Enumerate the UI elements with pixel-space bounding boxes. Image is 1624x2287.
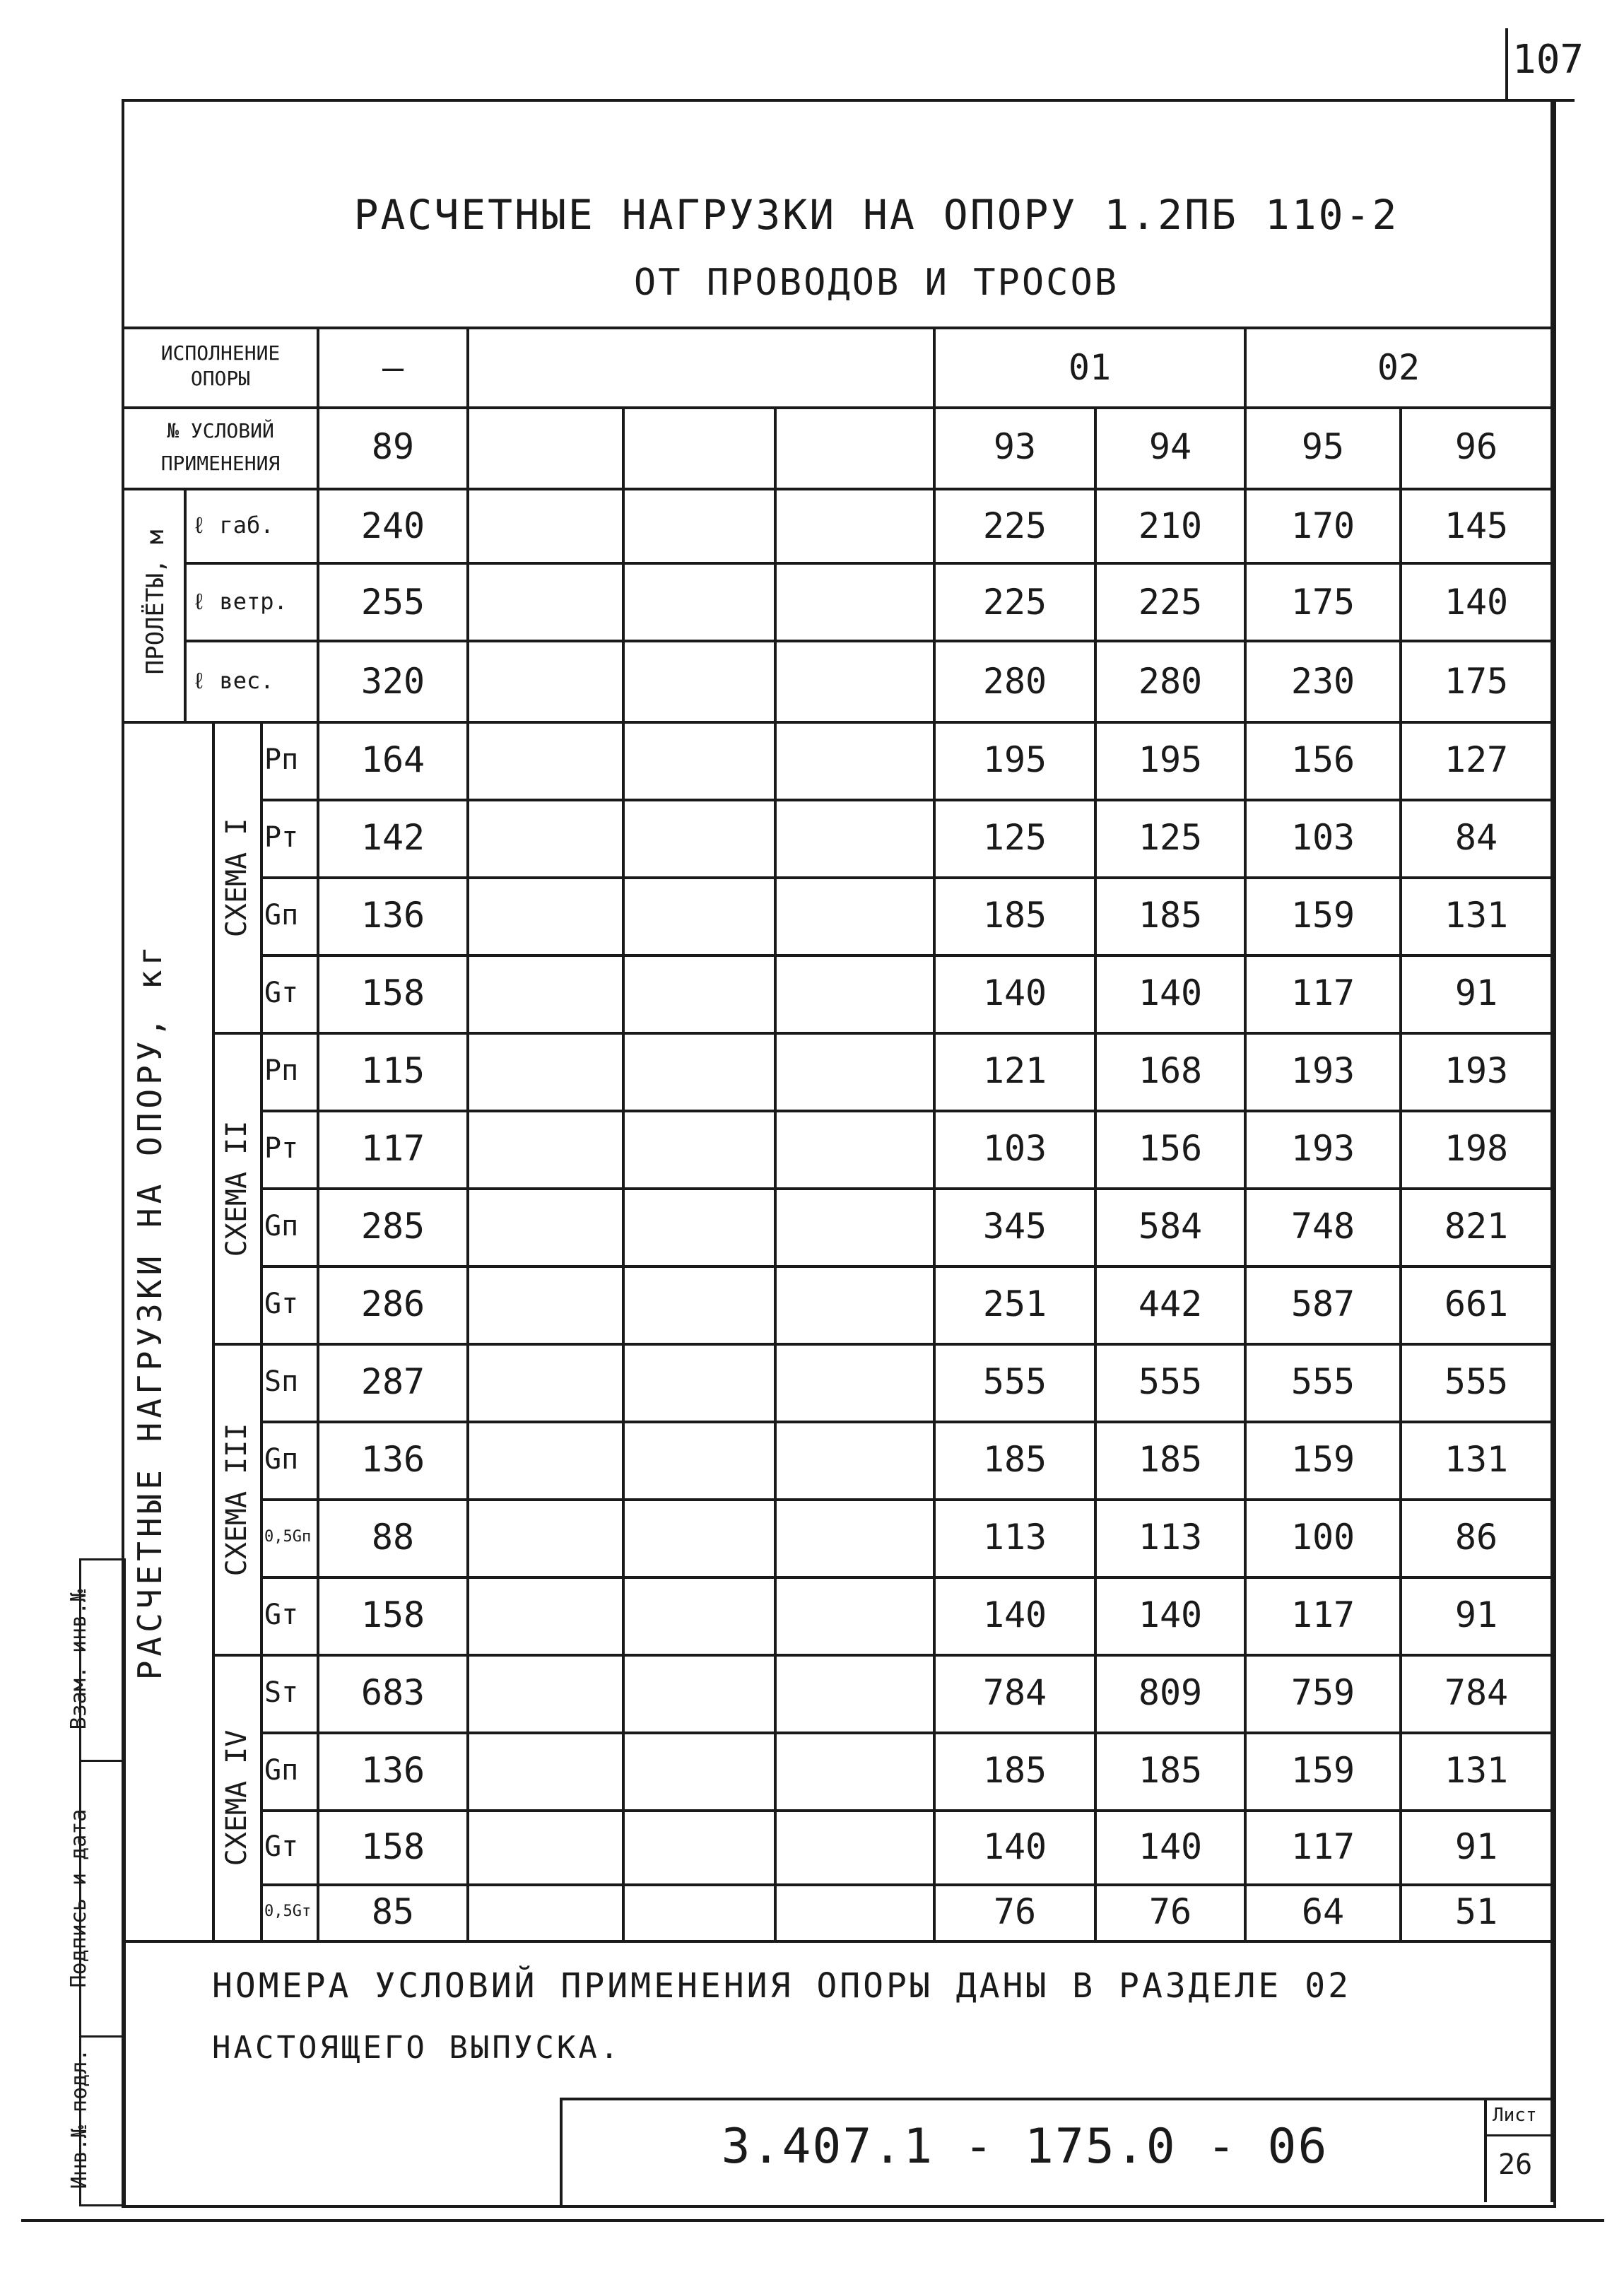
condition-95: 95 <box>1301 426 1345 467</box>
row-line <box>124 721 1551 724</box>
value-cell: 91 <box>1454 1594 1498 1635</box>
value-cell: 145 <box>1444 505 1509 546</box>
value-cell: 85 <box>371 1891 415 1932</box>
scheme-2-label: СХЕМА II <box>220 1120 253 1257</box>
exec-dash: — <box>382 347 404 388</box>
col-line <box>466 327 469 1940</box>
load-symbol: Sт <box>264 1676 299 1709</box>
value-cell: 159 <box>1290 1750 1355 1791</box>
col-line <box>260 721 263 1940</box>
value-cell: 91 <box>1454 1826 1498 1867</box>
conditions-label-2: ПРИМЕНЕНИЯ <box>160 452 281 475</box>
load-symbol: Gп <box>264 1754 299 1787</box>
value-cell: 185 <box>1138 895 1203 936</box>
value-cell: 140 <box>1138 972 1203 1013</box>
sheet-number: 26 <box>1498 2148 1533 2181</box>
value-cell: 125 <box>982 817 1047 858</box>
value-cell: 156 <box>1138 1128 1203 1169</box>
value-cell: 86 <box>1454 1517 1498 1558</box>
value-cell: 683 <box>360 1672 425 1713</box>
doc-code: 3.407.1 - 175.0 - 06 <box>721 2119 1329 2175</box>
value-cell: 185 <box>982 1439 1047 1480</box>
loads-group-label: РАСЧЕТНЫЕ НАГРУЗКИ НА ОПОРУ, кг <box>131 941 169 1681</box>
value-cell: 140 <box>1138 1594 1203 1635</box>
condition-94: 94 <box>1148 426 1192 467</box>
value-cell: 131 <box>1444 895 1509 936</box>
value-cell: 64 <box>1301 1891 1345 1932</box>
value-cell: 136 <box>360 1750 425 1791</box>
value-cell: 251 <box>982 1283 1047 1324</box>
row-line <box>260 1732 1551 1734</box>
value-cell: 185 <box>982 895 1047 936</box>
load-symbol: Gт <box>264 1599 299 1631</box>
row-line <box>260 1809 1551 1812</box>
load-symbol: Gт <box>264 977 299 1009</box>
value-cell: 784 <box>1444 1672 1509 1713</box>
execution-label-2: ОПОРЫ <box>190 367 251 390</box>
value-cell: 158 <box>360 1826 425 1867</box>
value-cell: 131 <box>1444 1439 1509 1480</box>
value-cell: 280 <box>1138 661 1203 702</box>
load-symbol: Gт <box>264 1830 299 1863</box>
value-cell: 140 <box>982 1826 1047 1867</box>
load-symbol: Рп <box>264 743 299 776</box>
value-cell: 759 <box>1290 1672 1355 1713</box>
value-cell: 131 <box>1444 1750 1509 1791</box>
scheme-4-label: СХЕМА IV <box>220 1729 253 1866</box>
value-cell: 255 <box>360 582 425 623</box>
value-cell: 442 <box>1138 1283 1203 1324</box>
value-cell: 175 <box>1290 582 1355 623</box>
page-number: 107 <box>1512 37 1584 83</box>
row-line <box>212 1032 1551 1035</box>
title-line-2: ОТ ПРОВОДОВ И ТРОСОВ <box>633 261 1119 304</box>
right-margin-line <box>1551 99 1553 2202</box>
value-cell: 117 <box>360 1128 425 1169</box>
row-line <box>260 876 1551 879</box>
value-cell: 117 <box>1290 1826 1355 1867</box>
side-stamp-sign: Подпись и дата <box>66 1809 91 1988</box>
value-cell: 784 <box>982 1672 1047 1713</box>
value-cell: 76 <box>993 1891 1037 1932</box>
row-line <box>260 954 1551 957</box>
value-cell: 103 <box>982 1128 1047 1169</box>
value-cell: 142 <box>360 817 425 858</box>
value-cell: 198 <box>1444 1128 1509 1169</box>
value-cell: 76 <box>1148 1891 1192 1932</box>
value-cell: 280 <box>982 661 1047 702</box>
table-top-line <box>124 327 1551 329</box>
value-cell: 193 <box>1290 1050 1355 1091</box>
row-line <box>184 640 1551 642</box>
row-line <box>124 406 1551 409</box>
value-cell: 193 <box>1444 1050 1509 1091</box>
value-cell: 51 <box>1454 1891 1498 1932</box>
sheet-label: Лист <box>1493 2105 1537 2126</box>
value-cell: 113 <box>1138 1517 1203 1558</box>
value-cell: 159 <box>1290 895 1355 936</box>
value-cell: 158 <box>360 1594 425 1635</box>
conditions-label: № УСЛОВИЙ <box>167 419 274 442</box>
value-cell: 159 <box>1290 1439 1355 1480</box>
condition-96: 96 <box>1454 426 1498 467</box>
value-cell: 185 <box>1138 1750 1203 1791</box>
value-cell: 809 <box>1138 1672 1203 1713</box>
sheet-box-divider <box>1487 2134 1551 2136</box>
execution-label: ИСПОЛНЕНИЕ <box>160 341 281 365</box>
col-line <box>774 406 777 1940</box>
row-line <box>184 562 1551 565</box>
exec-02: 02 <box>1377 347 1420 388</box>
row-line <box>260 1110 1551 1112</box>
scheme-1-label: СХЕМА I <box>220 818 253 938</box>
value-cell: 103 <box>1290 817 1355 858</box>
value-cell: 195 <box>982 739 1047 780</box>
value-cell: 555 <box>1290 1361 1355 1402</box>
load-symbol: Рт <box>264 821 299 854</box>
value-cell: 584 <box>1138 1206 1203 1247</box>
row-line <box>260 1187 1551 1190</box>
load-symbol: Sп <box>264 1365 299 1398</box>
value-cell: 117 <box>1290 972 1355 1013</box>
row-line <box>260 1421 1551 1423</box>
row-line <box>260 1576 1551 1579</box>
col-line <box>622 406 625 1940</box>
span-label: ℓ вес. <box>192 667 274 694</box>
load-symbol: Рп <box>264 1054 299 1087</box>
value-cell: 125 <box>1138 817 1203 858</box>
value-cell: 140 <box>982 1594 1047 1635</box>
value-cell: 164 <box>360 739 425 780</box>
row-line <box>124 488 1551 490</box>
value-cell: 555 <box>982 1361 1047 1402</box>
value-cell: 287 <box>360 1361 425 1402</box>
value-cell: 555 <box>1444 1361 1509 1402</box>
value-cell: 345 <box>982 1206 1047 1247</box>
span-label: ℓ ветр. <box>192 588 288 615</box>
value-cell: 661 <box>1444 1283 1509 1324</box>
value-cell: 140 <box>1138 1826 1203 1867</box>
row-line <box>260 1883 1551 1886</box>
value-cell: 821 <box>1444 1206 1509 1247</box>
scheme-3-label: СХЕМА III <box>220 1423 253 1577</box>
row-line <box>212 1343 1551 1346</box>
value-cell: 168 <box>1138 1050 1203 1091</box>
value-cell: 286 <box>360 1283 425 1324</box>
title-line-1: РАСЧЕТНЫЕ НАГРУЗКИ НА ОПОРУ 1.2ПБ 110-2 <box>353 191 1399 239</box>
value-cell: 210 <box>1138 505 1203 546</box>
spans-group-label: ПРОЛЁТЫ, м <box>141 529 170 675</box>
value-cell: 230 <box>1290 661 1355 702</box>
value-cell: 748 <box>1290 1206 1355 1247</box>
load-symbol: Рт <box>264 1132 299 1165</box>
value-cell: 115 <box>360 1050 425 1091</box>
value-cell: 225 <box>1138 582 1203 623</box>
load-symbol: Gп <box>264 1443 299 1476</box>
value-cell: 127 <box>1444 739 1509 780</box>
value-cell: 240 <box>360 505 425 546</box>
load-symbol: 0,5Gт <box>264 1903 312 1920</box>
value-cell: 175 <box>1444 661 1509 702</box>
value-cell: 225 <box>982 582 1047 623</box>
condition-89: 89 <box>371 426 415 467</box>
value-cell: 113 <box>982 1517 1047 1558</box>
value-cell: 121 <box>982 1050 1047 1091</box>
value-cell: 140 <box>982 972 1047 1013</box>
row-line <box>260 1265 1551 1268</box>
value-cell: 91 <box>1454 972 1498 1013</box>
col-line <box>212 721 215 1940</box>
bottom-frame-line <box>21 2219 1604 2222</box>
value-cell: 136 <box>360 895 425 936</box>
value-cell: 285 <box>360 1206 425 1247</box>
note-line-1: НОМЕРА УСЛОВИЙ ПРИМЕНЕНИЯ ОПОРЫ ДАНЫ В РАЗДЕЛЕ 02 <box>212 1966 1352 2006</box>
span-label: ℓ габ. <box>192 512 274 539</box>
table-bottom-line <box>124 1940 1551 1943</box>
value-cell: 140 <box>1444 582 1509 623</box>
load-symbol: 0,5Gп <box>264 1528 312 1546</box>
row-line <box>260 799 1551 801</box>
row-line <box>212 1654 1551 1657</box>
condition-93: 93 <box>993 426 1037 467</box>
value-cell: 100 <box>1290 1517 1355 1558</box>
value-cell: 170 <box>1290 505 1355 546</box>
value-cell: 88 <box>371 1517 415 1558</box>
value-cell: 555 <box>1138 1361 1203 1402</box>
load-symbol: Gп <box>264 899 299 931</box>
col-line <box>184 488 187 721</box>
exec-01: 01 <box>1068 347 1112 388</box>
row-line <box>260 1498 1551 1501</box>
value-cell: 320 <box>360 661 425 702</box>
value-cell: 136 <box>360 1439 425 1480</box>
value-cell: 185 <box>1138 1439 1203 1480</box>
value-cell: 156 <box>1290 739 1355 780</box>
note-line-2: НАСТОЯЩЕГО ВЫПУСКА. <box>212 2030 622 2066</box>
value-cell: 225 <box>982 505 1047 546</box>
value-cell: 195 <box>1138 739 1203 780</box>
value-cell: 84 <box>1454 817 1498 858</box>
value-cell: 117 <box>1290 1594 1355 1635</box>
value-cell: 193 <box>1290 1128 1355 1169</box>
load-symbol: Gп <box>264 1210 299 1242</box>
value-cell: 158 <box>360 972 425 1013</box>
load-symbol: Gт <box>264 1288 299 1320</box>
value-cell: 587 <box>1290 1283 1355 1324</box>
value-cell: 185 <box>982 1750 1047 1791</box>
side-stamp-inv: Инв.№ подл. <box>67 2048 92 2189</box>
side-stamp-replace: Взам. инв.№ <box>66 1589 91 1730</box>
